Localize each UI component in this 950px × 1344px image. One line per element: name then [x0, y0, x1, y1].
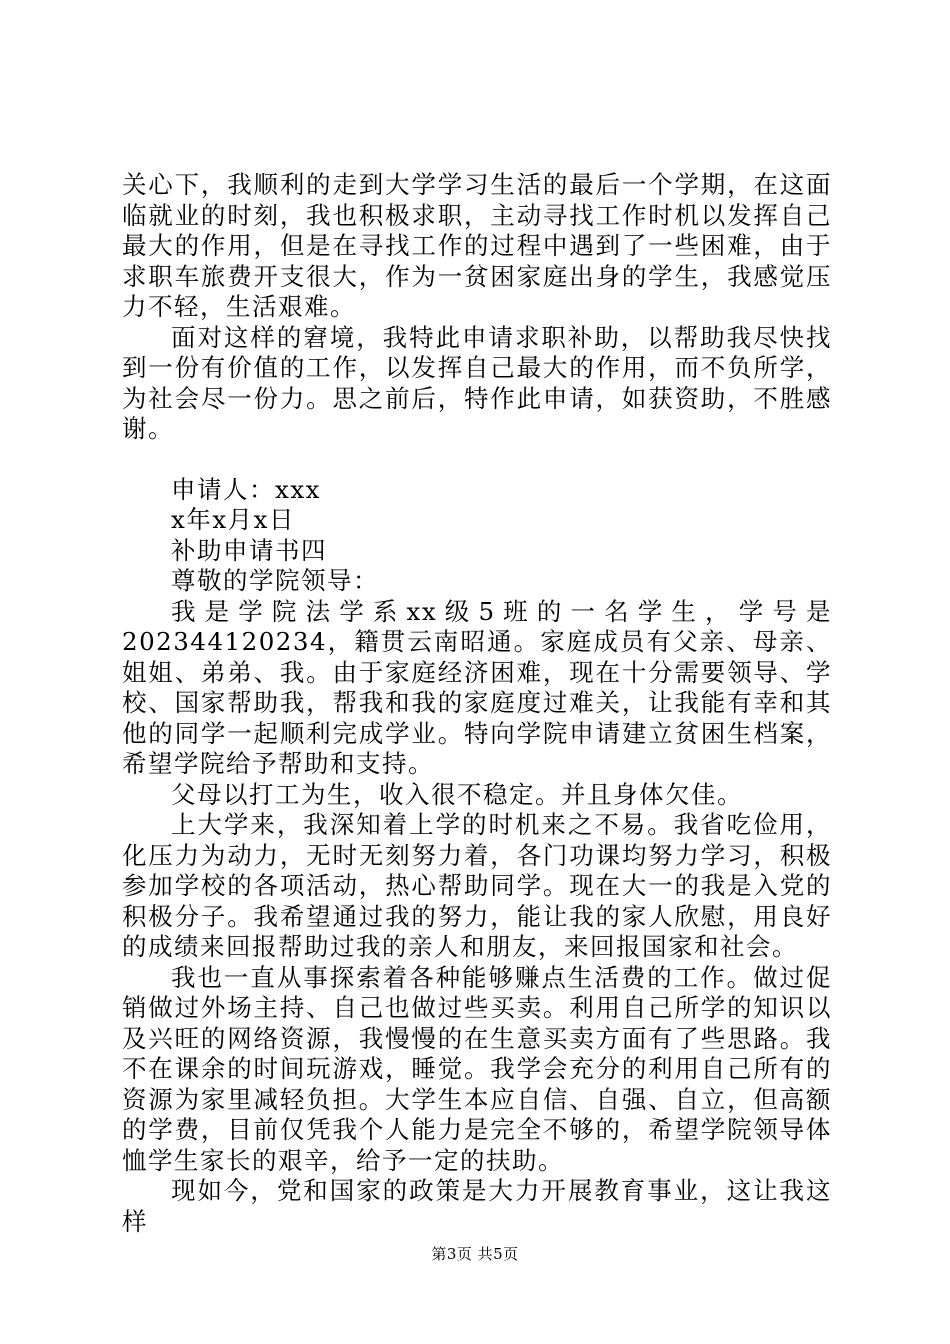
paragraph: 面对这样的窘境，我特此申请求职补助，以帮助我尽快找到一份有价值的工作，以发挥自己最大的作用，而不负所学，为社会尽一份力。思之前后，特作此申请，如获资助，不胜感谢。 — [122, 322, 832, 443]
section-title: 补助申请书四 — [171, 535, 327, 565]
salutation: 尊敬的学院领导： — [171, 566, 379, 595]
page-number-footer: 第3页 共5页 — [431, 1245, 519, 1263]
date-line: x年x月x日 — [171, 505, 295, 534]
paragraph: 我也一直从事探索着各种能够赚点生活费的工作。做过促销做过外场主持、自己也做过些买卖。利用自己所学的知识以及兴旺的网络资源，我慢慢的在生意买卖方面有了些思路。我不在课余的时间玩游戏，睡觉。我学会充分的利用自己所有的资源为家里减轻负担。大学生本应自信、自强、自立，但高额的学费，目前仅凭我个人能力是完全不够的，希望学院领导体恤学生家长的艰辛，给予一定的扶助。 — [122, 962, 832, 1175]
paragraph: 父母以打工为生，收入很不稳定。并且身体欠佳。 — [171, 779, 743, 809]
paragraph: 上大学来，我深知着上学的时机来之不易。我省吃俭用，化压力为动力，无时无刻努力着，各门功课均努力学习，积极参加学校的各项活动，热心帮助同学。现在大一的我是入党的积极分子。我希望通过我的努力，能让我的家人欣慰，用良好的成绩来回报帮助过我的亲人和朋友，来回报国家和社会。 — [122, 810, 832, 961]
applicant-line: 申请人：xxx — [171, 474, 321, 504]
paragraph-continuation: 关心下，我顺利的走到大学学习生活的最后一个学期，在这面临就业的时刻，我也积极求职，主动寻找工作时机以发挥自己最大的作用，但是在寻找工作的过程中遇到了一些困难，由于求职车旅费开支很大，作为一贫困家庭出身的学生，我感觉压力不轻，生活艰难。 — [122, 170, 832, 321]
blank-line — [122, 445, 832, 475]
paragraph: 我是学院法学系xx级5班的一名学生，学号是202344120234，籍贯云南昭通。家庭成员有父亲、母亲、姐姐、弟弟、我。由于家庭经济困难，现在十分需要领导、学校、国家帮助我，帮我和我的家庭度过难关，让我能有幸和其他的同学一起顺利完成学业。特向学院申请建立贫困生档案，希望学院给予帮助和支持。 — [122, 596, 832, 778]
document-body — [122, 170, 832, 1237]
paragraph: 现如今，党和国家的政策是大力开展教育事业，这让我这样 — [122, 1176, 832, 1236]
